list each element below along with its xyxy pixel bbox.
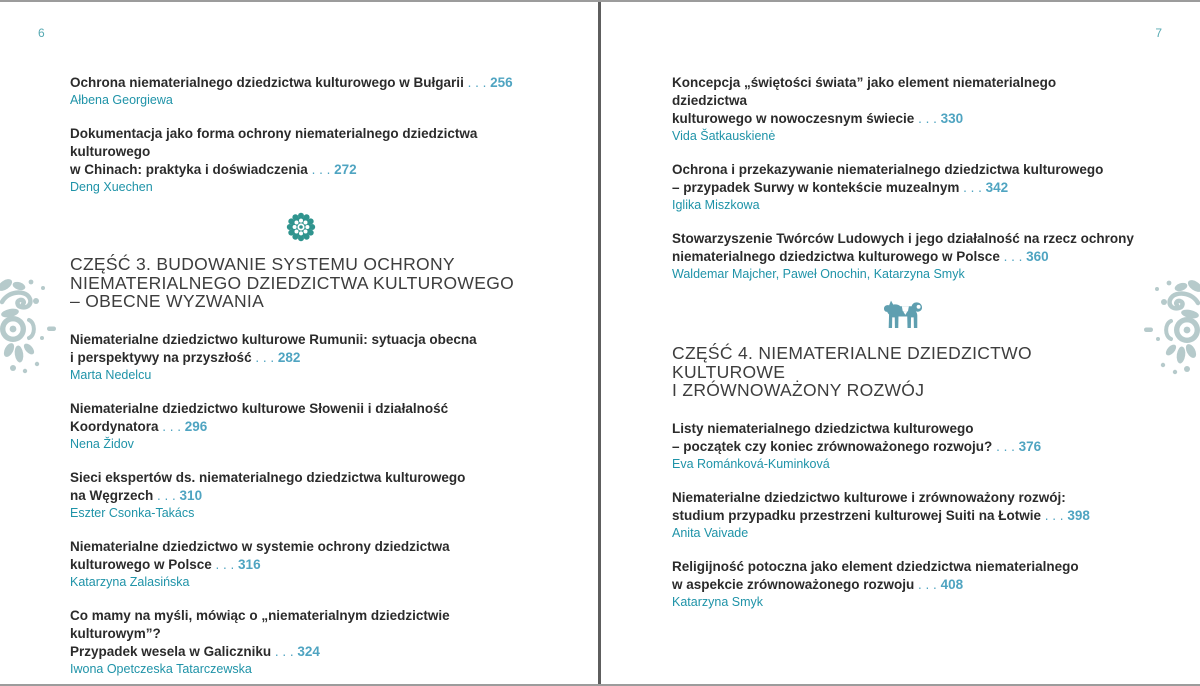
entry-authors: Ałbena Georgiewa (70, 93, 173, 107)
entry-page-number: 376 (1018, 438, 1042, 454)
entry-page-number: 398 (1067, 507, 1090, 523)
entry-title-text: Listy niematerialnego dziedzictwa kulturowego (672, 420, 974, 436)
entry-page-number: 408 (940, 576, 964, 592)
section-heading (70, 255, 532, 311)
entry-page-number: 296 (184, 418, 208, 434)
entry-page-number: 360 (1026, 249, 1049, 264)
entry-title-text: studium przypadku przestrzeni kulturowej Suiti na Łotwie (672, 507, 1042, 523)
leader-dots: . . . (251, 349, 278, 365)
leader-dots: . . . (153, 487, 180, 503)
dala-horse-icon (883, 299, 924, 331)
leader-dots: . . . (914, 576, 941, 592)
entry-page-number: 282 (277, 349, 301, 365)
entry-authors: Eszter Csonka-Takács (70, 505, 195, 520)
section-heading-line: CZĘŚĆ 4. NIEMATERIALNE DZIEDZICTWO KULTUROWE (672, 343, 1032, 382)
entry-page-ref (1000, 249, 1049, 264)
entry-title-text: Co mamy na myśli, mówiąc o „niematerialnym dziedzictwie kulturowym”? (70, 607, 450, 641)
entry-title-text: kulturowego w nowoczesnym świecie (672, 111, 915, 126)
entry-page-ref (464, 75, 513, 90)
entry-title-line (70, 161, 532, 179)
page-left (0, 2, 600, 684)
entry-title-line (672, 74, 1134, 110)
entry-title-line (672, 507, 1134, 525)
toc-column-right (672, 74, 1134, 627)
leader-dots: . . . (463, 75, 491, 90)
entry-page-number: 316 (238, 556, 261, 572)
section-heading-line: CZĘŚĆ 3. BUDOWANIE SYSTEMU OCHRONY (70, 254, 455, 274)
toc-entry (70, 400, 532, 453)
entry-title-line (672, 489, 1134, 507)
leader-dots: . . . (158, 418, 185, 434)
entry-title-line (70, 331, 532, 349)
toc-column-left (70, 74, 532, 686)
rosette-icon (286, 212, 316, 242)
entry-title-text: Niematerialne dziedzictwo kulturowe Rumunii: sytuacja obecna (70, 331, 477, 347)
entry-title-text: Sieci ekspertów ds. niematerialnego dziedzictwa kulturowego (70, 469, 466, 485)
toc-entry (70, 331, 532, 384)
entry-title-text: Przypadek wesela w Galiczniku (70, 643, 272, 659)
entry-title-text: Koncepcja „świętości świata” jako element niematerialnego dziedzictwa (672, 75, 1057, 108)
entry-title-text: w aspekcie zrównoważonego rozwoju (672, 576, 915, 592)
entry-title-text: Niematerialne dziedzictwo w systemie ochrony dziedzictwa (70, 538, 450, 554)
section-heading-line: – OBECNE WYZWANIA (70, 291, 265, 311)
entry-title-line (672, 230, 1134, 248)
entry-title-line (70, 125, 532, 161)
leader-dots: . . . (999, 249, 1027, 264)
entry-authors: Anita Vaivade (672, 525, 749, 540)
entry-authors: Marta Nedelcu (70, 367, 152, 382)
page-gutter-divider (598, 2, 601, 684)
toc-entry (672, 420, 1134, 473)
entry-title-line (672, 161, 1134, 179)
entry-title-line (70, 469, 532, 487)
section-icon-row (70, 212, 532, 242)
entry-authors: Nena Židov (70, 436, 134, 451)
entry-authors: Katarzyna Smyk (672, 594, 764, 609)
entry-page-ref (992, 439, 1041, 454)
entry-title-text: Dokumentacja jako forma ochrony niematerialnego dziedzictwa kulturowego (70, 126, 478, 159)
entry-page-ref (914, 111, 963, 126)
entry-page-ref (959, 180, 1008, 195)
entry-page-number: 342 (985, 180, 1009, 195)
section-heading (672, 344, 1134, 400)
entry-page-ref (212, 557, 261, 572)
entry-page-number: 310 (179, 487, 203, 503)
entry-authors: Waldemar Majcher, Paweł Onochin, Katarzyna Smyk (672, 267, 965, 281)
entry-title-line (70, 400, 532, 436)
entry-title-text: – przypadek Surwy w kontekście muzealnym (672, 180, 960, 195)
entry-title-text: Niematerialne dziedzictwo kulturowe Słowenii i działalność Koordynatora (70, 400, 449, 434)
entry-title-line (70, 349, 532, 367)
section-heading-line: I ZRÓWNOWAŻONY ROZWÓJ (672, 380, 925, 400)
entry-authors: Iglika Miszkowa (672, 198, 760, 212)
entry-title-text: Ochrona i przekazywanie niematerialnego dziedzictwa kulturowego (672, 162, 1104, 177)
entry-title-text: i perspektywy na przyszłość (70, 349, 252, 365)
toc-entry (70, 125, 532, 196)
toc-entry (672, 558, 1134, 611)
entry-page-ref (914, 577, 963, 592)
entry-title-line (672, 558, 1134, 576)
leader-dots: . . . (959, 180, 986, 195)
entry-title-line (672, 576, 1134, 594)
entry-title-text: Religijność potoczna jako element dziedzictwa niematerialnego (672, 558, 1079, 574)
toc-entry (70, 469, 532, 522)
entry-title-line (672, 248, 1134, 266)
toc-entry (672, 230, 1134, 283)
entry-title-line (70, 538, 532, 556)
page-number-right: 7 (1155, 26, 1162, 40)
entry-title-line (70, 556, 532, 574)
entry-page-number: 330 (940, 111, 964, 126)
entry-title-text: – początek czy koniec zrównoważonego rozwoju? (672, 438, 993, 454)
leader-dots: . . . (1041, 507, 1068, 523)
entry-authors: Vida Šatkauskienė (672, 129, 776, 143)
toc-entry (672, 74, 1134, 145)
entry-title-line (70, 487, 532, 505)
entry-page-number: 272 (334, 162, 357, 177)
leader-dots: . . . (211, 556, 239, 572)
entry-title-text: Stowarzyszenie Twórców Ludowych i jego działalność na rzecz ochrony (672, 231, 1134, 246)
toc-entry (672, 489, 1134, 542)
leader-dots: . . . (992, 438, 1019, 454)
toc-entry (70, 538, 532, 591)
entry-title-line (672, 179, 1134, 197)
leader-dots: . . . (271, 643, 298, 659)
entry-title-text: w Chinach: praktyka i doświadczenia (70, 162, 308, 177)
entry-authors: Eva Románková-Kuminková (672, 456, 830, 471)
entry-title-text: kulturowego w Polsce (70, 556, 212, 572)
entry-title-line (70, 74, 532, 92)
entry-authors: Deng Xuechen (70, 180, 153, 194)
entry-page-ref (308, 162, 357, 177)
entry-page-ref (1041, 508, 1090, 523)
entry-page-ref (153, 488, 202, 503)
entry-page-ref (159, 419, 208, 434)
entry-authors: Iwona Opetczeska Tatarczewska (70, 661, 252, 676)
toc-entry (672, 161, 1134, 214)
toc-entry (70, 74, 532, 109)
entry-page-ref (252, 350, 301, 365)
page-number-left: 6 (38, 26, 45, 40)
entry-title-line (672, 110, 1134, 128)
toc-entry (70, 607, 532, 678)
entry-page-number: 324 (297, 643, 320, 659)
entry-title-line (672, 420, 1134, 438)
leader-dots: . . . (914, 111, 941, 126)
section-heading-line: NIEMATERIALNEGO DZIEDZICTWA KULTUROWEGO (70, 272, 515, 293)
entry-page-number: 256 (490, 75, 513, 90)
leader-dots: . . . (307, 162, 335, 177)
entry-page-ref (271, 644, 320, 659)
entry-title-line (70, 643, 532, 661)
section-icon-row (672, 299, 1134, 331)
page-right (600, 2, 1200, 684)
entry-title-text: na Węgrzech (70, 487, 154, 503)
entry-authors: Katarzyna Zalasińska (70, 574, 190, 589)
entry-title-text: niematerialnego dziedzictwa kulturowego w Polsce (672, 249, 1000, 264)
entry-title-text: Niematerialne dziedzictwo kulturowe i zrównoważony rozwój: (672, 489, 1066, 505)
entry-title-text: Ochrona niematerialnego dziedzictwa kulturowego w Bułgarii (70, 75, 464, 90)
entry-title-line (672, 438, 1134, 456)
entry-title-line (70, 607, 532, 643)
